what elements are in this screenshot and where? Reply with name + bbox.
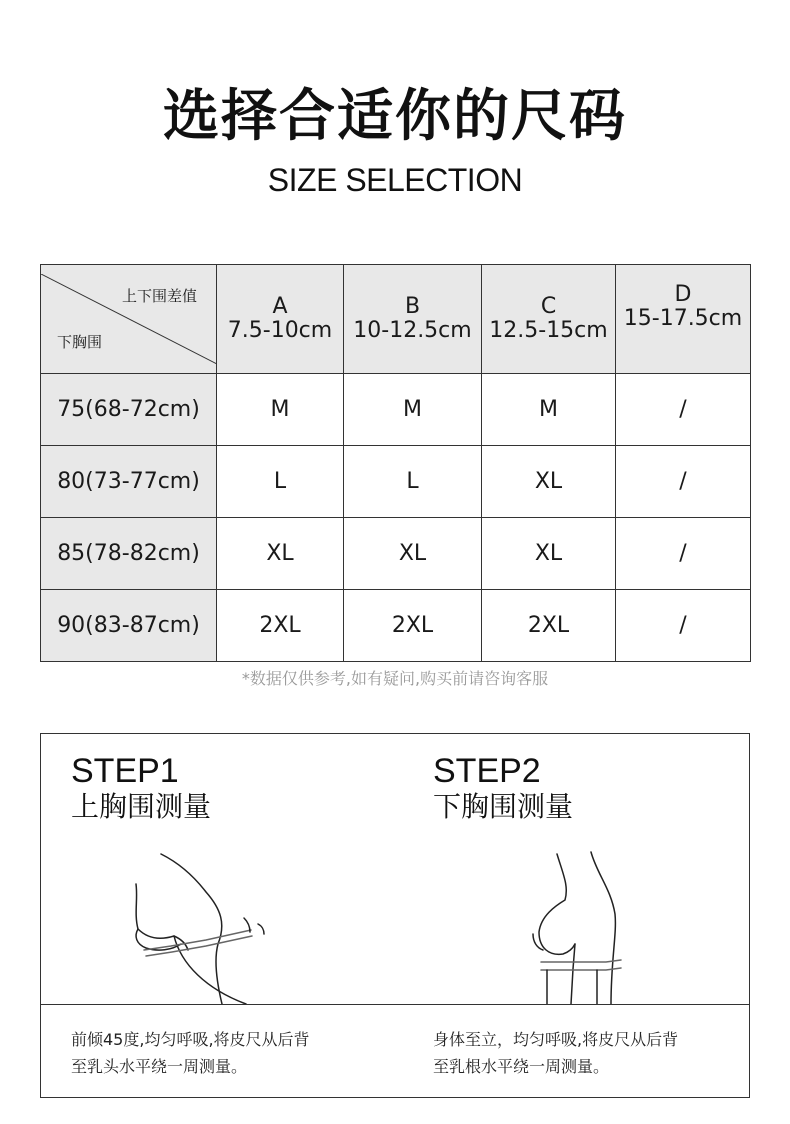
cup-range: 10-12.5cm: [353, 318, 472, 343]
cup-letter: B: [404, 294, 421, 319]
column-header-c: [482, 265, 616, 374]
table-row: [41, 590, 751, 662]
table-row: [41, 518, 751, 590]
table-row: [41, 446, 751, 518]
size-cell: 2XL: [344, 590, 482, 662]
row-label: 80(73-77cm): [41, 446, 217, 518]
step1-description: [71, 1026, 310, 1080]
step2-label: STEP2: [433, 752, 541, 790]
size-cell: M: [217, 374, 344, 446]
size-cell: L: [344, 446, 482, 518]
size-cell: 2XL: [482, 590, 616, 662]
cup-range: 12.5-15cm: [489, 318, 608, 343]
corner-label-underbust: 下胸围: [57, 333, 103, 351]
cup-letter: C: [540, 294, 557, 319]
size-table: [40, 264, 751, 662]
step2: [433, 752, 573, 824]
size-cell: XL: [217, 518, 344, 590]
step2-description: [433, 1026, 678, 1080]
size-cell: /: [616, 446, 751, 518]
size-cell: XL: [344, 518, 482, 590]
size-cell: M: [344, 374, 482, 446]
row-label: 75(68-72cm): [41, 374, 217, 446]
column-header-a: [217, 265, 344, 374]
step1-desc-line1: 前倾45度,均匀呼吸,将皮尺从后背: [71, 1030, 310, 1049]
measurement-steps: [40, 733, 750, 1098]
step2-desc-line1: 身体至立，均匀呼吸,将皮尺从后背: [433, 1030, 679, 1049]
cup-range: 7.5-10cm: [227, 318, 333, 343]
column-header-b: [344, 265, 482, 374]
step2-desc-line2: 至乳根水平绕一周测量。: [433, 1057, 610, 1076]
size-cell: 2XL: [217, 590, 344, 662]
table-row: [41, 374, 751, 446]
corner-cell: [41, 265, 217, 374]
row-label: 85(78-82cm): [41, 518, 217, 590]
step1-desc-line2: 至乳头水平绕一周测量。: [71, 1057, 248, 1076]
cup-letter: A: [272, 294, 288, 319]
corner-label-difference: 上下围差值: [121, 287, 197, 305]
cup-range: 15-17.5cm: [623, 306, 743, 331]
step1: [71, 752, 211, 824]
size-cell: /: [616, 518, 751, 590]
step1-label: STEP1: [71, 752, 179, 790]
size-cell: XL: [482, 518, 616, 590]
disclaimer-note: *数据仅供参考,如有疑问,购买前请咨询客服: [241, 669, 549, 688]
page-subtitle: SIZE SELECTION: [267, 162, 523, 198]
column-header-d: [616, 265, 751, 374]
page-title: 选择合适你的尺码: [163, 84, 627, 149]
steps-divider: [41, 1004, 749, 1005]
size-cell: M: [482, 374, 616, 446]
step1-title: 上胸围测量: [71, 790, 212, 823]
step2-title: 下胸围测量: [433, 790, 574, 823]
table-header-row: [41, 265, 751, 374]
row-label: 90(83-87cm): [41, 590, 217, 662]
cup-letter: D: [674, 282, 692, 307]
size-cell: L: [217, 446, 344, 518]
underbust-measurement-illustration: [511, 844, 651, 1004]
bust-measurement-illustration: [126, 844, 316, 1004]
size-cell: /: [616, 374, 751, 446]
size-cell: /: [616, 590, 751, 662]
size-cell: XL: [482, 446, 616, 518]
